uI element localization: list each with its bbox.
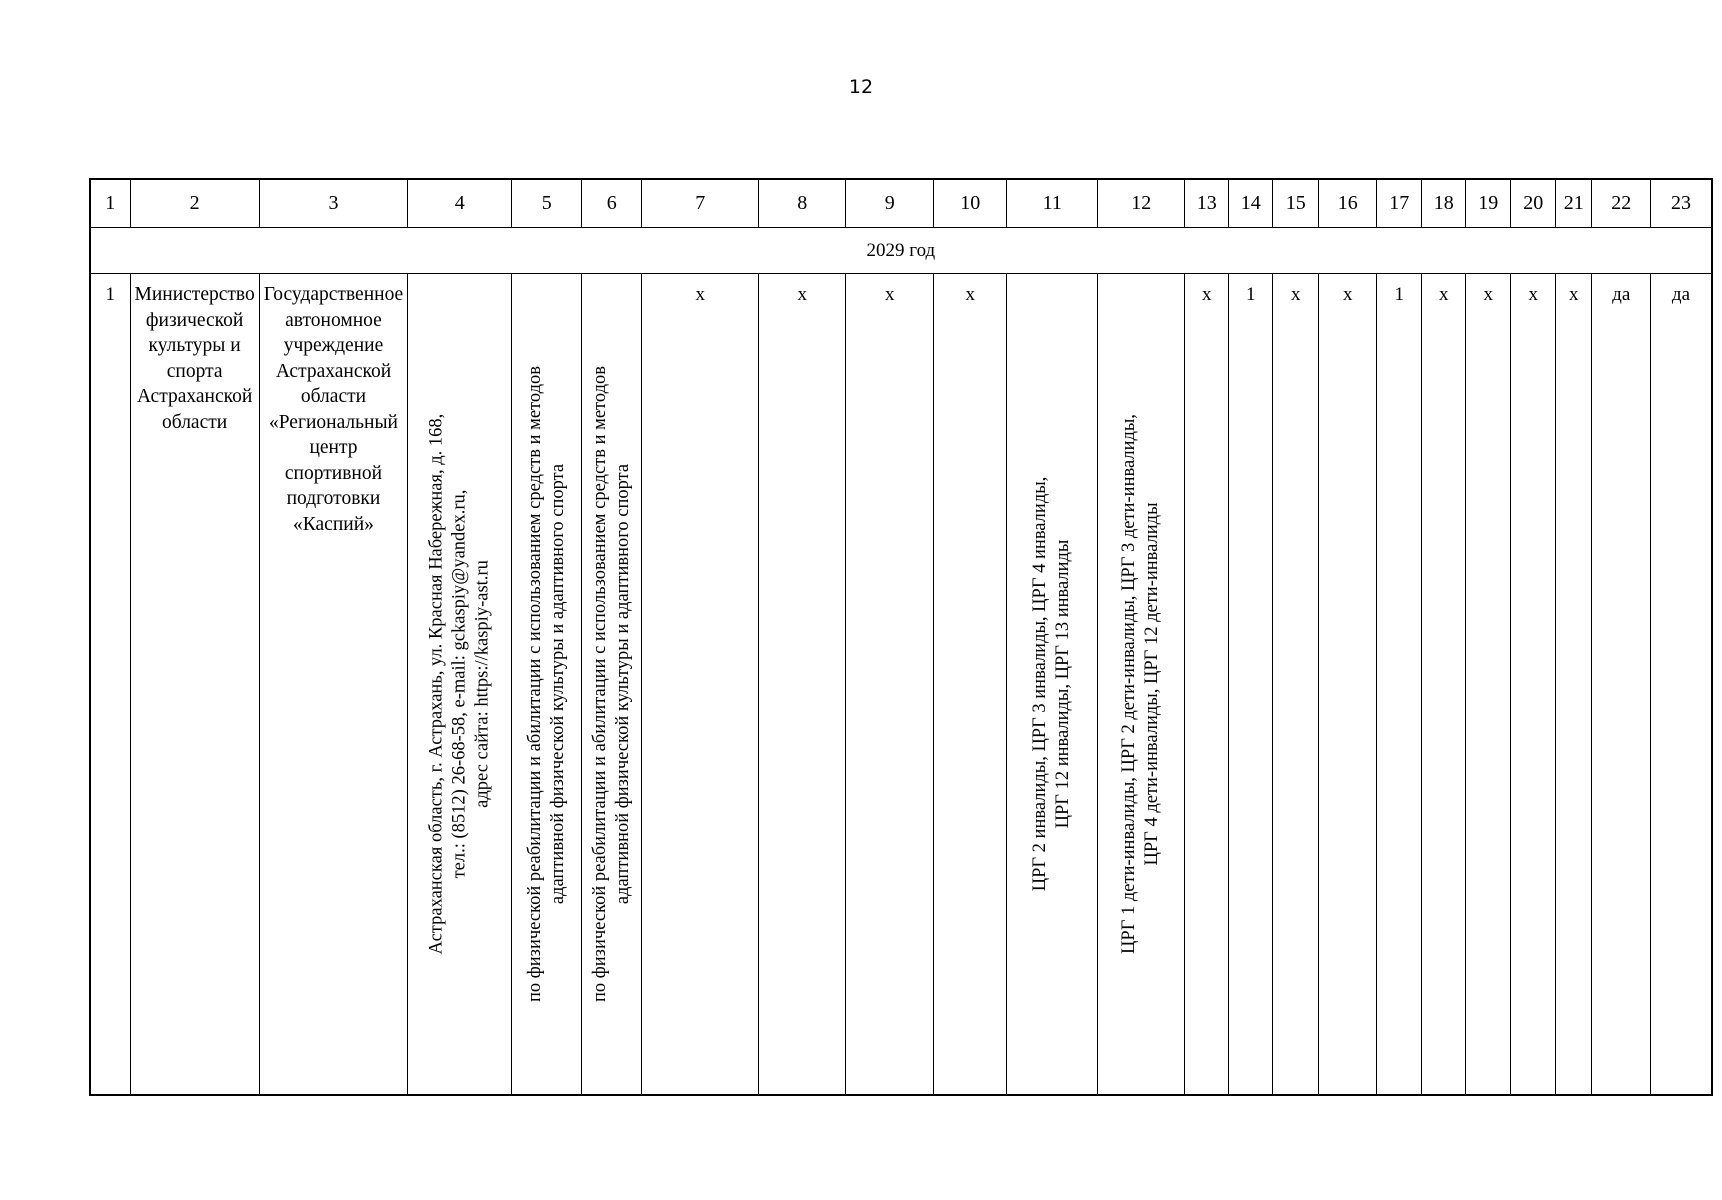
column-number: 4 <box>408 179 512 228</box>
value-text: х <box>1568 284 1579 305</box>
target-groups-line-2: ЦРГ 12 инвалиды, ЦРГ 13 инвалиды <box>1053 539 1074 829</box>
column-number-row <box>90 179 1712 228</box>
address-line-3: адрес сайта: https://kaspiy-ast.ru <box>472 560 493 808</box>
column-number: 8 <box>759 179 846 228</box>
column-number: 10 <box>934 179 1007 228</box>
cell-value <box>1273 274 1319 1096</box>
cell-service-type <box>582 274 642 1096</box>
cell-value <box>642 274 759 1096</box>
value-text: х <box>1483 284 1493 305</box>
row-number-text: 1 <box>105 284 115 305</box>
registry-table <box>89 178 1713 1096</box>
cell-value <box>759 274 846 1096</box>
column-number: 5 <box>512 179 582 228</box>
cell-value <box>846 274 934 1096</box>
column-number: 17 <box>1377 179 1422 228</box>
value-text: х <box>695 284 705 305</box>
cell-value <box>1319 274 1377 1096</box>
value-text: да <box>1612 284 1631 305</box>
value-text: х <box>1201 284 1212 305</box>
value-text: 1 <box>1245 284 1256 305</box>
cell-value <box>1422 274 1466 1096</box>
cell-target-groups-children <box>1098 274 1185 1096</box>
column-number: 2 <box>130 179 259 228</box>
cell-value <box>934 274 1007 1096</box>
column-number: 23 <box>1651 179 1712 228</box>
column-number: 9 <box>846 179 934 228</box>
cell-ministry <box>130 274 259 1096</box>
value-text: х <box>1438 284 1449 305</box>
value-text: х <box>1528 284 1538 305</box>
cell-value <box>1377 274 1422 1096</box>
cell-value <box>1185 274 1229 1096</box>
value-text: х <box>884 284 895 305</box>
target-groups-rotated <box>1118 284 1164 1084</box>
target-groups-rotated <box>1029 284 1075 1084</box>
target-groups-line-2: ЦРГ 4 дети-инвалиды, ЦРГ 12 дети-инвалиды <box>1142 502 1163 866</box>
institution-text: Государственное автономное учреждение Астраханской области «Региональный центр спортивной подготовки «Каспий» <box>263 284 404 535</box>
column-number: 20 <box>1511 179 1556 228</box>
value-text: х <box>965 284 975 305</box>
value-text: х <box>1290 284 1301 305</box>
cell-address <box>408 274 512 1096</box>
service-type-line-2: адаптивной физической культуры и адаптивного спорта <box>547 463 568 905</box>
cell-service-type <box>512 274 582 1096</box>
cell-target-groups-adults <box>1007 274 1098 1096</box>
column-number: 19 <box>1466 179 1511 228</box>
column-number: 21 <box>1556 179 1592 228</box>
column-number: 15 <box>1273 179 1319 228</box>
value-text: да <box>1671 284 1691 305</box>
target-groups-line-1: ЦРГ 2 инвалиды, ЦРГ 3 инвалиды, ЦРГ 4 инвалиды, <box>1030 476 1051 892</box>
cell-row-number <box>90 274 130 1096</box>
target-groups-line-1: ЦРГ 1 дети-инвалиды, ЦРГ 2 дети-инвалиды, ЦРГ 3 дети-инвалиды, <box>1119 414 1140 954</box>
column-number: 6 <box>582 179 642 228</box>
ministry-text: Министерство физической культуры и спорта Астраханской области <box>134 284 255 433</box>
value-text: 1 <box>1394 284 1404 305</box>
column-number: 13 <box>1185 179 1229 228</box>
cell-institution <box>259 274 407 1096</box>
service-type-line-1: по физической реабилитации и абилитации с использованием средств и методов <box>524 365 545 1003</box>
column-number: 1 <box>90 179 130 228</box>
value-text: х <box>1342 284 1353 305</box>
cell-value <box>1556 274 1592 1096</box>
cell-value <box>1229 274 1273 1096</box>
year-label: 2029 год <box>90 228 1712 274</box>
service-type-rotated <box>524 284 570 1084</box>
cell-value <box>1651 274 1712 1096</box>
column-number: 16 <box>1319 179 1377 228</box>
address-line-2: тел.: (8512) 26-68-58, e-mail: gckaspiy@yandex.ru, <box>449 489 470 879</box>
address-line-1: Астраханская область, г. Астрахань, ул. Красная Набережная, д. 168, <box>426 413 447 955</box>
column-number: 7 <box>642 179 759 228</box>
column-number: 22 <box>1592 179 1651 228</box>
address-rotated <box>425 284 494 1084</box>
value-text: х <box>797 284 807 305</box>
column-number: 3 <box>259 179 407 228</box>
column-number: 18 <box>1422 179 1466 228</box>
year-row <box>90 228 1712 274</box>
page-number: 12 <box>848 76 874 98</box>
service-type-rotated <box>589 284 635 1084</box>
cell-value <box>1511 274 1556 1096</box>
table-row <box>90 274 1712 1096</box>
service-type-line-2: адаптивной физической культуры и адаптивного спорта <box>612 463 633 905</box>
column-number: 14 <box>1229 179 1273 228</box>
cell-value <box>1592 274 1651 1096</box>
column-number: 12 <box>1098 179 1185 228</box>
cell-value <box>1466 274 1511 1096</box>
service-type-line-1: по физической реабилитации и абилитации с использованием средств и методов <box>589 365 610 1003</box>
column-number: 11 <box>1007 179 1098 228</box>
